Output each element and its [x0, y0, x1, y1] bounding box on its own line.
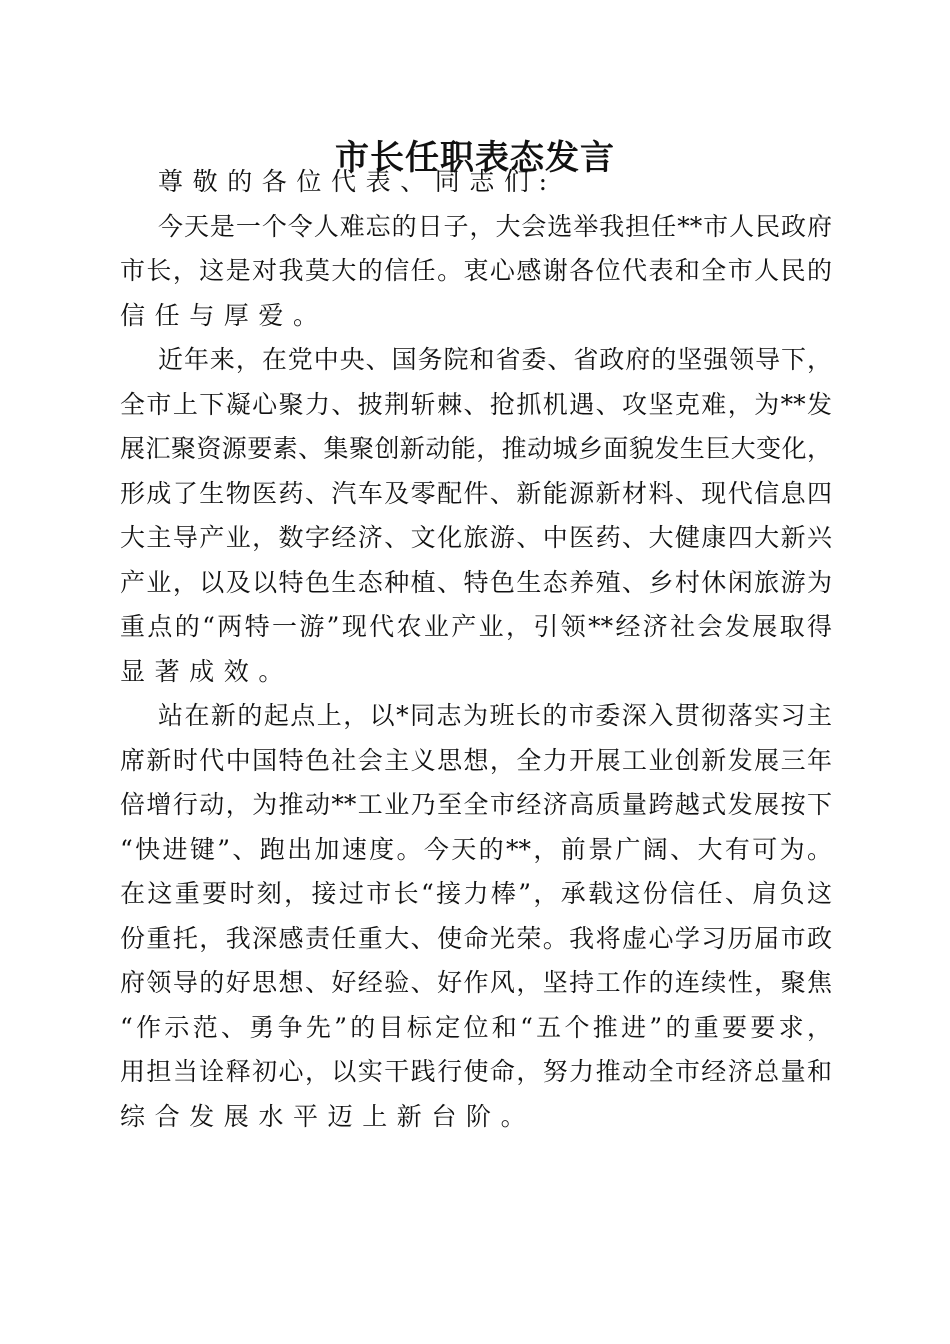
paragraph-line: 全市上下凝心聚力、披荆斩棘、抢抓机遇、攻坚克难，为**发	[120, 389, 832, 419]
paragraph-line: 信任与厚爱。	[120, 300, 328, 330]
paragraph-line: 显著成效。	[120, 656, 294, 686]
paragraph-line: 近年来，在党中央、国务院和省委、省政府的坚强领导下，	[158, 345, 832, 374]
paragraph-line: 今天是一个令人难忘的日子，大会选举我担任**市人民政府	[158, 211, 832, 241]
paragraph	[120, 160, 832, 205]
paragraph	[120, 205, 832, 339]
document-body	[120, 160, 832, 1139]
paragraph-line: 综合发展水平迈上新台阶。	[120, 1101, 536, 1131]
paragraph-line: 产业，以及以特色生态种植、特色生态养殖、乡村休闲旅游为	[120, 567, 832, 597]
paragraph-line: 形成了生物医药、汽车及零配件、新能源新材料、现代信息四	[120, 478, 832, 508]
paragraph	[120, 694, 832, 1139]
paragraph-line: 展汇聚资源要素、集聚创新动能，推动城乡面貌发生巨大变化，	[120, 434, 832, 463]
document-title: 市长任职表态发言	[335, 138, 615, 178]
paragraph	[120, 338, 832, 694]
paragraph-line: 尊敬的各位代表、同志们:	[158, 167, 557, 196]
paragraph-line: 市长，这是对我莫大的信任。衷心感谢各位代表和全市人民的	[120, 256, 832, 285]
paragraph-line: 用担当诠释初心，以实干践行使命，努力推动全市经济总量和	[120, 1057, 832, 1086]
paragraph-line: “快进键”、跑出加速度。今天的**，前景广阔、大有可为。	[120, 834, 832, 864]
paragraph-line: 在这重要时刻，接过市长“接力棒”，承载这份信任、肩负这	[120, 879, 832, 908]
paragraph-line: 重点的“两特一游”现代农业产业，引领**经济社会发展取得	[120, 612, 832, 641]
paragraph-line: 倍增行动，为推动**工业乃至全市经济高质量跨越式发展按下	[120, 790, 832, 819]
paragraph-line: 席新时代中国特色社会主义思想，全力开展工业创新发展三年	[120, 745, 832, 775]
paragraph-line: 大主导产业，数字经济、文化旅游、中医药、大健康四大新兴	[120, 523, 832, 552]
paragraph-line: 站在新的起点上，以*同志为班长的市委深入贯彻落实习主	[158, 701, 832, 730]
paragraph-line: 府领导的好思想、好经验、好作风，坚持工作的连续性，聚焦	[120, 968, 832, 997]
paragraph-line: 份重托，我深感责任重大、使命光荣。我将虚心学习历届市政	[120, 923, 832, 953]
paragraph-line: “作示范、勇争先”的目标定位和“五个推进”的重要要求，	[120, 1012, 832, 1042]
